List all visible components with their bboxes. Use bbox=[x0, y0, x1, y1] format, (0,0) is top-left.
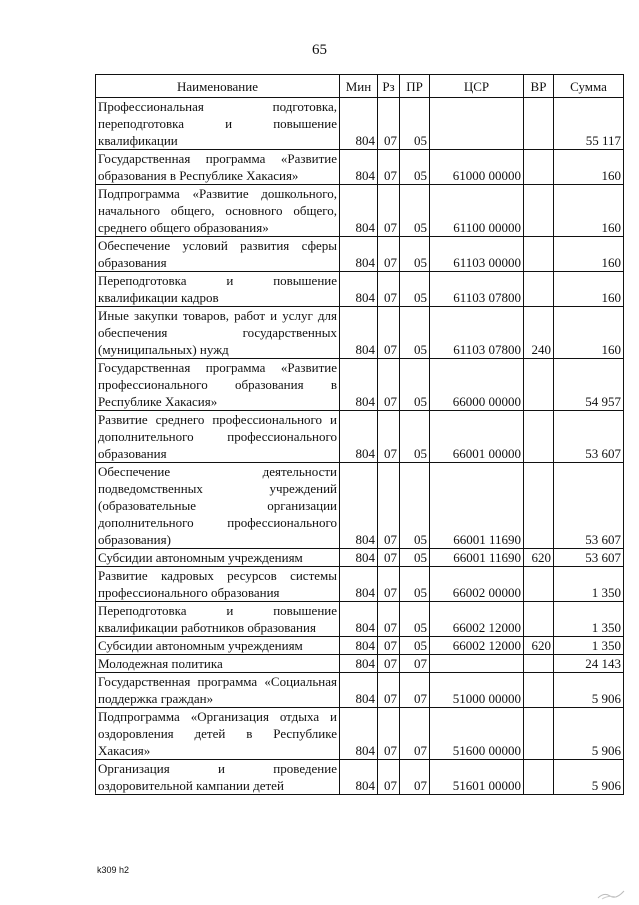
cell-pr: 05 bbox=[400, 150, 430, 185]
cell-pr: 07 bbox=[400, 760, 430, 795]
cell-vr: 240 bbox=[524, 307, 554, 359]
cell-sum: 160 bbox=[554, 307, 624, 359]
table-row bbox=[96, 655, 624, 673]
cell-csr: 66001 00000 bbox=[430, 411, 524, 463]
header-rz: Рз bbox=[378, 75, 400, 98]
cell-name: Развитие среднего профессионального и дополнительного профессионального образования bbox=[96, 411, 340, 463]
cell-vr bbox=[524, 463, 554, 549]
cell-min: 804 bbox=[340, 549, 378, 567]
header-csr: ЦСР bbox=[430, 75, 524, 98]
header-pr: ПР bbox=[400, 75, 430, 98]
cell-csr: 51600 00000 bbox=[430, 708, 524, 760]
cell-csr bbox=[430, 98, 524, 150]
cell-csr: 66002 12000 bbox=[430, 637, 524, 655]
cell-name: Переподготовка и повышение квалификации кадров bbox=[96, 272, 340, 307]
cell-rz: 07 bbox=[378, 237, 400, 272]
cell-vr: 620 bbox=[524, 549, 554, 567]
cell-sum: 5 906 bbox=[554, 708, 624, 760]
cell-min: 804 bbox=[340, 307, 378, 359]
cell-pr: 05 bbox=[400, 307, 430, 359]
header-sum: Сумма bbox=[554, 75, 624, 98]
cell-sum: 160 bbox=[554, 272, 624, 307]
cell-rz: 07 bbox=[378, 307, 400, 359]
cell-pr: 07 bbox=[400, 655, 430, 673]
table-row bbox=[96, 567, 624, 602]
cell-name: Государственная программа «Социальная поддержка граждан» bbox=[96, 673, 340, 708]
cell-sum: 54 957 bbox=[554, 359, 624, 411]
cell-rz: 07 bbox=[378, 150, 400, 185]
cell-csr: 61000 00000 bbox=[430, 150, 524, 185]
table-body bbox=[96, 98, 624, 795]
table-row bbox=[96, 272, 624, 307]
cell-sum: 160 bbox=[554, 150, 624, 185]
cell-min: 804 bbox=[340, 272, 378, 307]
cell-min: 804 bbox=[340, 237, 378, 272]
cell-sum: 1 350 bbox=[554, 567, 624, 602]
cell-sum: 5 906 bbox=[554, 673, 624, 708]
cell-sum: 1 350 bbox=[554, 637, 624, 655]
cell-rz: 07 bbox=[378, 760, 400, 795]
cell-sum: 53 607 bbox=[554, 549, 624, 567]
cell-pr: 05 bbox=[400, 463, 430, 549]
cell-vr bbox=[524, 411, 554, 463]
table-row bbox=[96, 708, 624, 760]
header-vr: ВР bbox=[524, 75, 554, 98]
cell-rz: 07 bbox=[378, 637, 400, 655]
cell-sum: 53 607 bbox=[554, 463, 624, 549]
cell-name: Государственная программа «Развитие образования в Республике Хакасия» bbox=[96, 150, 340, 185]
cell-min: 804 bbox=[340, 411, 378, 463]
cell-pr: 07 bbox=[400, 708, 430, 760]
cell-min: 804 bbox=[340, 463, 378, 549]
cell-rz: 07 bbox=[378, 708, 400, 760]
cell-vr bbox=[524, 602, 554, 637]
cell-sum: 160 bbox=[554, 185, 624, 237]
table-header-row bbox=[96, 75, 624, 98]
cell-name: Профессиональная подготовка, переподготовка и повышение квалификации bbox=[96, 98, 340, 150]
cell-rz: 07 bbox=[378, 602, 400, 637]
cell-name: Иные закупки товаров, работ и услуг для обеспечения государственных (муниципальных) нужд bbox=[96, 307, 340, 359]
cell-vr: 620 bbox=[524, 637, 554, 655]
cell-vr bbox=[524, 760, 554, 795]
cell-name: Молодежная политика bbox=[96, 655, 340, 673]
cell-vr bbox=[524, 567, 554, 602]
cell-name: Переподготовка и повышение квалификации работников образования bbox=[96, 602, 340, 637]
cell-pr: 05 bbox=[400, 185, 430, 237]
cell-sum: 160 bbox=[554, 237, 624, 272]
cell-name: Государственная программа «Развитие профессионального образования в Республике Хакасия» bbox=[96, 359, 340, 411]
cell-vr bbox=[524, 150, 554, 185]
header-name: Наименование bbox=[96, 75, 340, 98]
cell-vr bbox=[524, 237, 554, 272]
table-row bbox=[96, 98, 624, 150]
cell-name: Развитие кадровых ресурсов системы профессионального образования bbox=[96, 567, 340, 602]
cell-sum: 53 607 bbox=[554, 411, 624, 463]
cell-csr: 51000 00000 bbox=[430, 673, 524, 708]
cell-csr: 61103 07800 bbox=[430, 307, 524, 359]
cell-rz: 07 bbox=[378, 567, 400, 602]
header-min: Мин bbox=[340, 75, 378, 98]
cell-rz: 07 bbox=[378, 359, 400, 411]
table-row bbox=[96, 237, 624, 272]
cell-csr: 66002 12000 bbox=[430, 602, 524, 637]
cell-min: 804 bbox=[340, 760, 378, 795]
table-row bbox=[96, 307, 624, 359]
cell-min: 804 bbox=[340, 98, 378, 150]
cell-sum: 5 906 bbox=[554, 760, 624, 795]
cell-rz: 07 bbox=[378, 655, 400, 673]
cell-min: 804 bbox=[340, 655, 378, 673]
cell-name: Подпрограмма «Развитие дошкольного, начального общего, основного общего, среднего общего образования» bbox=[96, 185, 340, 237]
cell-sum: 1 350 bbox=[554, 602, 624, 637]
cell-pr: 05 bbox=[400, 602, 430, 637]
cell-pr: 05 bbox=[400, 637, 430, 655]
cell-sum: 55 117 bbox=[554, 98, 624, 150]
table-row bbox=[96, 150, 624, 185]
cell-min: 804 bbox=[340, 637, 378, 655]
cell-vr bbox=[524, 673, 554, 708]
cell-vr bbox=[524, 655, 554, 673]
cell-name: Подпрограмма «Организация отдыха и оздоровления детей в Республике Хакасия» bbox=[96, 708, 340, 760]
table-row bbox=[96, 463, 624, 549]
table-row bbox=[96, 185, 624, 237]
cell-rz: 07 bbox=[378, 98, 400, 150]
cell-pr: 05 bbox=[400, 567, 430, 602]
cell-rz: 07 bbox=[378, 463, 400, 549]
cell-min: 804 bbox=[340, 708, 378, 760]
cell-vr bbox=[524, 708, 554, 760]
cell-vr bbox=[524, 359, 554, 411]
cell-name: Субсидии автономным учреждениям bbox=[96, 637, 340, 655]
cell-min: 804 bbox=[340, 185, 378, 237]
table-row bbox=[96, 760, 624, 795]
cell-min: 804 bbox=[340, 673, 378, 708]
cell-rz: 07 bbox=[378, 411, 400, 463]
scan-mark-icon bbox=[596, 888, 626, 900]
cell-sum: 24 143 bbox=[554, 655, 624, 673]
cell-csr: 66002 00000 bbox=[430, 567, 524, 602]
budget-table bbox=[95, 74, 624, 795]
cell-pr: 05 bbox=[400, 272, 430, 307]
cell-rz: 07 bbox=[378, 272, 400, 307]
cell-csr: 61100 00000 bbox=[430, 185, 524, 237]
cell-pr: 05 bbox=[400, 359, 430, 411]
cell-name: Организация и проведение оздоровительной кампании детей bbox=[96, 760, 340, 795]
cell-rz: 07 bbox=[378, 549, 400, 567]
cell-name: Обеспечение условий развития сферы образования bbox=[96, 237, 340, 272]
cell-csr bbox=[430, 655, 524, 673]
cell-csr: 61103 07800 bbox=[430, 272, 524, 307]
table-row bbox=[96, 637, 624, 655]
cell-min: 804 bbox=[340, 602, 378, 637]
table-row bbox=[96, 359, 624, 411]
table-row bbox=[96, 411, 624, 463]
cell-csr: 66000 00000 bbox=[430, 359, 524, 411]
cell-csr: 51601 00000 bbox=[430, 760, 524, 795]
cell-rz: 07 bbox=[378, 185, 400, 237]
page-number: 65 bbox=[312, 42, 327, 58]
cell-vr bbox=[524, 185, 554, 237]
cell-pr: 05 bbox=[400, 411, 430, 463]
cell-vr bbox=[524, 98, 554, 150]
cell-pr: 05 bbox=[400, 237, 430, 272]
footer-code: k309 h2 bbox=[97, 865, 130, 875]
cell-min: 804 bbox=[340, 359, 378, 411]
cell-pr: 07 bbox=[400, 673, 430, 708]
cell-min: 804 bbox=[340, 567, 378, 602]
cell-pr: 05 bbox=[400, 549, 430, 567]
table-row bbox=[96, 602, 624, 637]
cell-name: Обеспечение деятельности подведомственных учреждений (образовательные организации дополнительного профессионального образования) bbox=[96, 463, 340, 549]
cell-csr: 66001 11690 bbox=[430, 549, 524, 567]
cell-name: Субсидии автономным учреждениям bbox=[96, 549, 340, 567]
table-row bbox=[96, 549, 624, 567]
cell-min: 804 bbox=[340, 150, 378, 185]
cell-pr: 05 bbox=[400, 98, 430, 150]
cell-vr bbox=[524, 272, 554, 307]
table-row bbox=[96, 673, 624, 708]
cell-rz: 07 bbox=[378, 673, 400, 708]
cell-csr: 66001 11690 bbox=[430, 463, 524, 549]
cell-csr: 61103 00000 bbox=[430, 237, 524, 272]
